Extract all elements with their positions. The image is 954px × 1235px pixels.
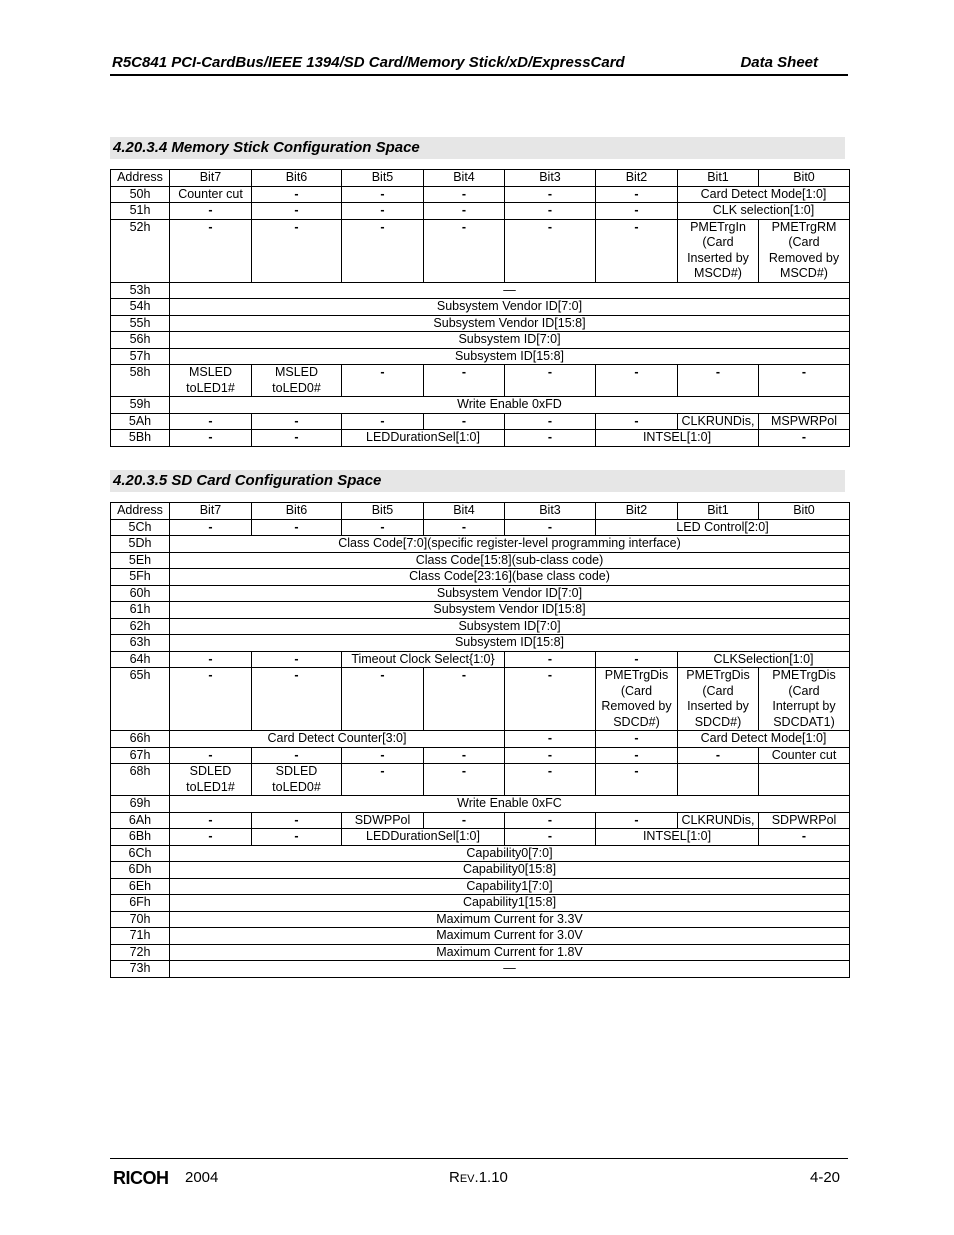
table-cell: SDWPPol: [342, 812, 424, 829]
table-cell: Bit1: [678, 503, 759, 520]
table-header-row: [111, 503, 850, 520]
table-cell: -: [759, 365, 850, 397]
address-cell: 5Eh: [111, 552, 170, 569]
address-cell: Address: [111, 170, 170, 187]
table-cell: -: [170, 668, 252, 731]
address-cell: 57h: [111, 348, 170, 365]
table-cell: Bit6: [252, 170, 342, 187]
address-cell: 67h: [111, 747, 170, 764]
table-cell: PMETrgIn (Card Inserted by MSCD#): [678, 219, 759, 282]
table-cell: -: [252, 203, 342, 220]
address-cell: 53h: [111, 282, 170, 299]
table-cell: -: [424, 519, 505, 536]
table-row: [111, 430, 850, 447]
address-cell: 6Eh: [111, 878, 170, 895]
table-cell: -: [505, 747, 596, 764]
table-cell: MSPWRPol: [759, 413, 850, 430]
address-cell: 69h: [111, 796, 170, 813]
table-cell: INTSEL[1:0]: [596, 829, 759, 846]
table-row: [111, 413, 850, 430]
table-cell: -: [596, 413, 678, 430]
table-cell: Maximum Current for 3.3V: [170, 911, 850, 928]
table-cell: Bit3: [505, 503, 596, 520]
table-row: [111, 365, 850, 397]
address-cell: 61h: [111, 602, 170, 619]
table-cell: CLK selection[1:0]: [678, 203, 850, 220]
table-cell: -: [252, 186, 342, 203]
rev-number: .1.10: [474, 1169, 508, 1186]
table-row: [111, 668, 850, 731]
table-cell: Class Code[7:0](specific register-level programming interface): [170, 536, 850, 553]
table-cell: Counter cut: [759, 747, 850, 764]
table-cell: -: [424, 668, 505, 731]
table-cell: -: [678, 747, 759, 764]
table-cell: Write Enable 0xFD: [170, 397, 850, 414]
table-row: [111, 332, 850, 349]
table-cell: -: [170, 829, 252, 846]
table-row: [111, 186, 850, 203]
table-cell: -: [596, 203, 678, 220]
address-cell: 6Bh: [111, 829, 170, 846]
table-row: [111, 203, 850, 220]
table-cell: Card Detect Mode[1:0]: [678, 186, 850, 203]
table-cell: -: [424, 186, 505, 203]
table-row: [111, 944, 850, 961]
table-cell: Card Detect Counter[3:0]: [170, 731, 505, 748]
table-cell: -: [505, 365, 596, 397]
table-cell: -: [505, 186, 596, 203]
table-row: [111, 911, 850, 928]
table-cell: -: [424, 203, 505, 220]
table-row: [111, 569, 850, 586]
table-row: [111, 219, 850, 282]
table-cell: Write Enable 0xFC: [170, 796, 850, 813]
table-cell: CLKRUNDis,: [678, 812, 759, 829]
table-cell: -: [170, 413, 252, 430]
table-cell: -: [596, 365, 678, 397]
table-cell: -: [505, 430, 596, 447]
section-title-text: 4.20.3.4 Memory Stick Configuration Space: [113, 139, 420, 156]
address-cell: 56h: [111, 332, 170, 349]
table-cell: -: [342, 186, 424, 203]
table-cell: -: [342, 219, 424, 282]
table-cell: -: [505, 764, 596, 796]
table-row: [111, 282, 850, 299]
table-cell: -: [252, 519, 342, 536]
table-cell: PMETrgDis (Card Removed by SDCD#): [596, 668, 678, 731]
address-cell: 5Dh: [111, 536, 170, 553]
table-cell: -: [596, 731, 678, 748]
table-row: [111, 635, 850, 652]
table-cell: -: [505, 829, 596, 846]
table-row: [111, 397, 850, 414]
table-row: [111, 536, 850, 553]
table-cell: Class Code[23:16](base class code): [170, 569, 850, 586]
table-cell: -: [342, 747, 424, 764]
table-cell: Class Code[15:8](sub-class code): [170, 552, 850, 569]
table-cell: Bit5: [342, 503, 424, 520]
table-cell: -: [424, 413, 505, 430]
address-cell: 64h: [111, 651, 170, 668]
table-cell: Subsystem ID[15:8]: [170, 348, 850, 365]
table-cell: -: [342, 365, 424, 397]
table-cell: -: [505, 203, 596, 220]
table-cell: -: [342, 203, 424, 220]
table-cell: Subsystem Vendor ID[15:8]: [170, 602, 850, 619]
address-cell: 6Ch: [111, 845, 170, 862]
table-cell: -: [252, 812, 342, 829]
table-cell: Timeout Clock Select{1:0}: [342, 651, 505, 668]
table-cell: LEDDurationSel[1:0]: [342, 430, 505, 447]
table-cell: Card Detect Mode[1:0]: [678, 731, 850, 748]
table-cell: —: [170, 282, 850, 299]
table-cell: —: [170, 961, 850, 978]
table-cell: -: [424, 812, 505, 829]
address-cell: 5Fh: [111, 569, 170, 586]
table-row: [111, 845, 850, 862]
table-row: [111, 602, 850, 619]
address-cell: 72h: [111, 944, 170, 961]
address-cell: 71h: [111, 928, 170, 945]
table-cell: -: [596, 764, 678, 796]
table-cell: PMETrgDis (Card Inserted by SDCD#): [678, 668, 759, 731]
table-cell: -: [252, 747, 342, 764]
table-cell: Bit6: [252, 503, 342, 520]
footer-revision: [449, 1169, 508, 1186]
table-cell: -: [596, 812, 678, 829]
table-cell: -: [424, 219, 505, 282]
table-row: [111, 829, 850, 846]
address-cell: 55h: [111, 315, 170, 332]
table-cell: Subsystem Vendor ID[7:0]: [170, 585, 850, 602]
table-cell: Subsystem ID[15:8]: [170, 635, 850, 652]
address-cell: 6Fh: [111, 895, 170, 912]
table-row: [111, 348, 850, 365]
table-cell: Bit1: [678, 170, 759, 187]
table-cell: -: [678, 365, 759, 397]
table-cell: -: [342, 413, 424, 430]
address-cell: 6Dh: [111, 862, 170, 879]
address-cell: 50h: [111, 186, 170, 203]
table-cell: [759, 764, 850, 796]
table-cell: -: [759, 430, 850, 447]
address-cell: Address: [111, 503, 170, 520]
section-title-sd-card: [110, 470, 845, 492]
address-cell: 70h: [111, 911, 170, 928]
address-cell: 52h: [111, 219, 170, 282]
table-cell: PMETrgDis (Card Interrupt by SDCDAT1): [759, 668, 850, 731]
ricoh-logo: [112, 1168, 170, 1187]
table-cell: -: [596, 747, 678, 764]
table-cell: CLKSelection[1:0]: [678, 651, 850, 668]
table-cell: Bit0: [759, 170, 850, 187]
table-row: [111, 299, 850, 316]
table-row: [111, 552, 850, 569]
table-cell: Maximum Current for 1.8V: [170, 944, 850, 961]
table-cell: Bit3: [505, 170, 596, 187]
table-row: [111, 747, 850, 764]
table-cell: -: [596, 651, 678, 668]
address-cell: 6Ah: [111, 812, 170, 829]
table-row: [111, 812, 850, 829]
table-row: [111, 961, 850, 978]
table-cell: Bit5: [342, 170, 424, 187]
table-cell: Capability0[15:8]: [170, 862, 850, 879]
address-cell: 65h: [111, 668, 170, 731]
table-cell: INTSEL[1:0]: [596, 430, 759, 447]
table-cell: -: [170, 812, 252, 829]
address-cell: 5Bh: [111, 430, 170, 447]
table-cell: -: [596, 219, 678, 282]
table-cell: Capability0[7:0]: [170, 845, 850, 862]
table-row: [111, 519, 850, 536]
table-cell: -: [596, 186, 678, 203]
table-cell: PMETrgRM (Card Removed by MSCD#): [759, 219, 850, 282]
table-row: [111, 928, 850, 945]
table-cell: -: [505, 519, 596, 536]
table-cell: SDPWRPol: [759, 812, 850, 829]
address-cell: 66h: [111, 731, 170, 748]
table-row: [111, 764, 850, 796]
table-row: [111, 651, 850, 668]
table-cell: Subsystem Vendor ID[7:0]: [170, 299, 850, 316]
table-cell: Capability1[15:8]: [170, 895, 850, 912]
table-cell: Capability1[7:0]: [170, 878, 850, 895]
table-cell: Bit2: [596, 170, 678, 187]
table-cell: LED Control[2:0]: [596, 519, 850, 536]
table-cell: SDLED toLED1#: [170, 764, 252, 796]
address-cell: 63h: [111, 635, 170, 652]
logo-text: RICOH: [113, 1168, 169, 1187]
footer-divider: [110, 1158, 848, 1159]
footer-page-number: 4-20: [810, 1169, 841, 1186]
page-header: [110, 54, 848, 76]
table-cell: -: [505, 219, 596, 282]
address-cell: 51h: [111, 203, 170, 220]
table-row: [111, 895, 850, 912]
table-cell: -: [252, 668, 342, 731]
document-title: R5C841 PCI-CardBus/IEEE 1394/SD Card/Memory Stick/xD/ExpressCard: [112, 54, 625, 71]
table-cell: -: [505, 668, 596, 731]
table-row: [111, 585, 850, 602]
table-cell: Bit7: [170, 503, 252, 520]
memory-stick-config-table: [110, 169, 850, 447]
table-row: [111, 796, 850, 813]
table-cell: -: [252, 219, 342, 282]
table-cell: -: [424, 747, 505, 764]
table-header-row: [111, 170, 850, 187]
table-cell: -: [342, 519, 424, 536]
table-cell: -: [252, 430, 342, 447]
table-cell: -: [252, 413, 342, 430]
table-row: [111, 731, 850, 748]
table-cell: Bit4: [424, 503, 505, 520]
table-cell: Maximum Current for 3.0V: [170, 928, 850, 945]
table-cell: Bit7: [170, 170, 252, 187]
table-cell: SDLED toLED0#: [252, 764, 342, 796]
table-cell: -: [424, 764, 505, 796]
table-cell: -: [342, 764, 424, 796]
address-cell: 54h: [111, 299, 170, 316]
table-cell: -: [170, 651, 252, 668]
table-row: [111, 862, 850, 879]
table-row: [111, 618, 850, 635]
table-cell: -: [170, 519, 252, 536]
address-cell: 60h: [111, 585, 170, 602]
address-cell: 73h: [111, 961, 170, 978]
address-cell: 68h: [111, 764, 170, 796]
rev-small-caps: EV: [459, 1173, 475, 1185]
table-cell: CLKRUNDis,: [678, 413, 759, 430]
table-cell: Bit4: [424, 170, 505, 187]
table-row: [111, 315, 850, 332]
table-cell: -: [342, 668, 424, 731]
address-cell: 59h: [111, 397, 170, 414]
address-cell: 5Ch: [111, 519, 170, 536]
table-cell: Subsystem ID[7:0]: [170, 618, 850, 635]
table-cell: -: [252, 651, 342, 668]
table-cell: MSLED toLED1#: [170, 365, 252, 397]
table-cell: Counter cut: [170, 186, 252, 203]
table-cell: -: [170, 203, 252, 220]
table-cell: MSLED toLED0#: [252, 365, 342, 397]
table-cell: Bit0: [759, 503, 850, 520]
table-cell: -: [170, 219, 252, 282]
table-row: [111, 878, 850, 895]
sd-card-config-table: [110, 502, 850, 978]
table-cell: -: [170, 747, 252, 764]
table-cell: LEDDurationSel[1:0]: [342, 829, 505, 846]
document-type: Data Sheet: [740, 54, 818, 71]
table-cell: [678, 764, 759, 796]
footer-year: 2004: [185, 1169, 219, 1186]
table-cell: -: [759, 829, 850, 846]
address-cell: 58h: [111, 365, 170, 397]
table-cell: Subsystem ID[7:0]: [170, 332, 850, 349]
table-cell: -: [505, 812, 596, 829]
table-cell: -: [424, 365, 505, 397]
table-cell: -: [252, 829, 342, 846]
table-cell: -: [170, 430, 252, 447]
section-title-memory-stick: [110, 137, 845, 159]
table-cell: -: [505, 413, 596, 430]
table-cell: -: [505, 651, 596, 668]
address-cell: 5Ah: [111, 413, 170, 430]
table-cell: Bit2: [596, 503, 678, 520]
rev-prefix: R: [449, 1169, 460, 1186]
table-cell: -: [505, 731, 596, 748]
address-cell: 62h: [111, 618, 170, 635]
section-title-text: 4.20.3.5 SD Card Configuration Space: [113, 472, 382, 489]
table-cell: Subsystem Vendor ID[15:8]: [170, 315, 850, 332]
